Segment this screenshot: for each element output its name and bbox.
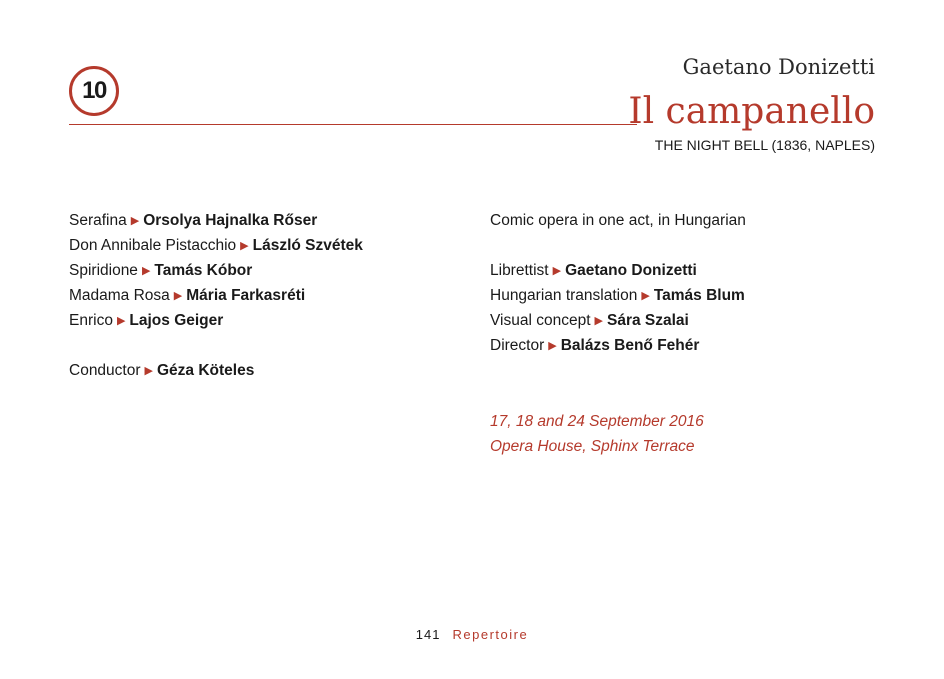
performer-name: Tamás Kóbor (154, 262, 253, 279)
credit-line (490, 308, 746, 333)
cast-list (69, 208, 363, 383)
opera-title: Il campanello (628, 91, 875, 132)
performer-name: Mária Farkasréti (186, 287, 306, 304)
credit-line (490, 283, 746, 308)
role-label: Conductor (69, 362, 141, 379)
conductor-line (69, 358, 363, 383)
cast-line (69, 233, 363, 258)
role-label: Librettist (490, 262, 549, 279)
performance-dates: 17, 18 and 24 September 2016 (490, 413, 704, 430)
credit-name: Sára Szalai (607, 312, 689, 329)
cast-line (69, 208, 363, 233)
cast-line (69, 258, 363, 283)
arrow-icon: ▶ (594, 315, 603, 327)
performance-info (490, 409, 704, 459)
role-label: Visual concept (490, 312, 591, 329)
header-rule (69, 124, 637, 125)
arrow-icon: ▶ (173, 290, 183, 302)
arrow-icon: ▶ (240, 240, 249, 252)
role-label: Director (490, 337, 545, 354)
production-number-badge (69, 66, 119, 116)
role-label: Madama Rosa (69, 287, 170, 304)
cast-line (69, 283, 363, 308)
page-number: 141 (415, 627, 441, 642)
role-label: Hungarian translation (490, 287, 638, 304)
composer-name: Gaetano Donizetti (682, 55, 875, 79)
arrow-icon: ▶ (552, 265, 562, 277)
cast-line (69, 308, 363, 333)
credit-name: Gaetano Donizetti (565, 262, 697, 279)
role-label: Don Annibale Pistacchio (69, 237, 237, 254)
performer-name: Lajos Geiger (129, 312, 224, 329)
arrow-icon: ▶ (116, 315, 126, 327)
arrow-icon: ▶ (141, 265, 151, 277)
performer-name: Orsolya Hajnalka Rőser (143, 212, 318, 229)
opera-subtitle: THE NIGHT BELL (1836, NAPLES) (654, 137, 875, 153)
section-name: Repertoire (452, 627, 529, 642)
arrow-icon: ▶ (130, 215, 140, 227)
credit-line (490, 258, 746, 283)
opera-description: Comic opera in one act, in Hungarian (490, 212, 746, 229)
page-footer (0, 627, 944, 642)
arrow-icon: ▶ (144, 365, 153, 377)
role-label: Spiridione (69, 262, 138, 279)
role-label: Enrico (69, 312, 113, 329)
credit-name: Tamás Blum (653, 287, 745, 304)
performer-name: László Szvétek (252, 237, 363, 254)
performer-name: Géza Köteles (156, 362, 255, 379)
credit-name: Balázs Benő Fehér (560, 337, 700, 354)
production-number: 10 (82, 77, 106, 104)
production-credits (490, 208, 746, 358)
arrow-icon: ▶ (548, 340, 557, 352)
credit-line (490, 333, 746, 358)
arrow-icon: ▶ (641, 290, 650, 302)
performance-venue: Opera House, Sphinx Terrace (490, 438, 695, 455)
role-label: Serafina (69, 212, 127, 229)
